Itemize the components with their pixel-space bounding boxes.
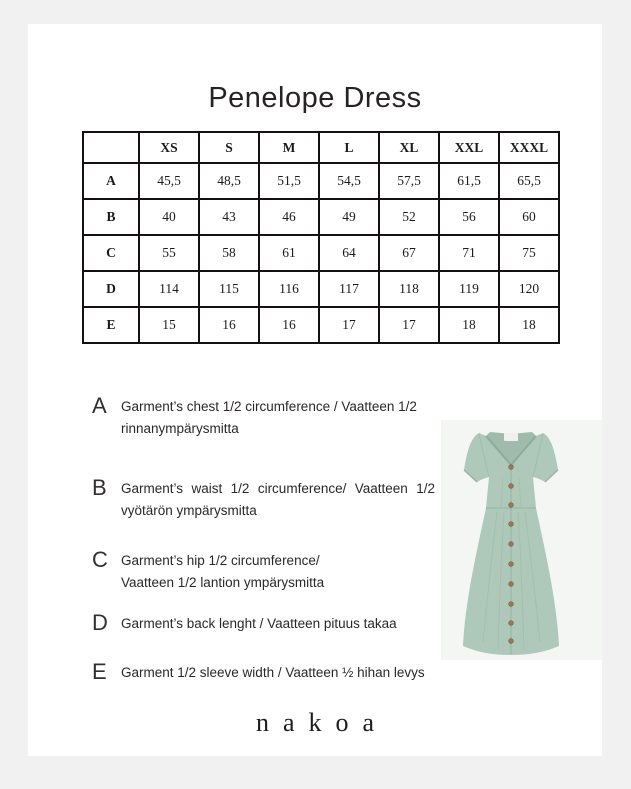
size-value-cell: 119 (439, 271, 499, 307)
description-row-b (92, 477, 435, 521)
size-value-cell: 55 (139, 235, 199, 271)
measurement-text-e (121, 661, 435, 684)
measurement-text-b (121, 477, 435, 521)
size-value-cell: 114 (139, 271, 199, 307)
size-guide-card (28, 24, 602, 756)
measure-label-cell: C (83, 235, 139, 271)
size-value-cell: 118 (379, 271, 439, 307)
size-value-cell: 64 (319, 235, 379, 271)
size-value-cell: 16 (259, 307, 319, 343)
description-line: Garment 1/2 sleeve width / Vaatteen ½ hihan levys (121, 665, 425, 680)
table-corner-cell (83, 132, 139, 163)
dress-photo (441, 420, 602, 660)
size-value-cell: 45,5 (139, 163, 199, 199)
measurement-letter-c: C (92, 547, 108, 572)
description-line: Garment’s chest 1/2 circumference / Vaatteen 1/2 (121, 399, 417, 414)
size-value-cell: 65,5 (499, 163, 559, 199)
size-value-cell: 17 (379, 307, 439, 343)
measure-label-cell: D (83, 271, 139, 307)
dress-illustration (441, 420, 602, 660)
brand-logo: nakoa (255, 708, 389, 737)
size-value-cell: 71 (439, 235, 499, 271)
size-value-cell: 46 (259, 199, 319, 235)
description-row-d (92, 612, 435, 635)
size-value-cell: 57,5 (379, 163, 439, 199)
size-table-header-row (83, 132, 559, 163)
description-line: Garment’s back lenght / Vaatteen pituus takaa (121, 616, 397, 631)
description-line: rinnanympärysmitta (121, 420, 239, 436)
size-value-cell: 48,5 (199, 163, 259, 199)
size-value-cell: 15 (139, 307, 199, 343)
size-value-cell: 115 (199, 271, 259, 307)
size-value-cell: 116 (259, 271, 319, 307)
size-value-cell: 60 (499, 199, 559, 235)
description-row-a (92, 395, 435, 439)
size-header-cell: S (199, 132, 259, 163)
size-value-cell: 75 (499, 235, 559, 271)
size-table-row (83, 235, 559, 271)
size-value-cell: 61 (259, 235, 319, 271)
size-value-cell: 18 (499, 307, 559, 343)
size-value-cell: 16 (199, 307, 259, 343)
size-value-cell: 17 (319, 307, 379, 343)
measurement-text-a (121, 395, 435, 439)
measurement-letter-e: E (92, 659, 107, 684)
size-value-cell: 67 (379, 235, 439, 271)
size-header-cell: XS (139, 132, 199, 163)
measurement-text-c (121, 549, 435, 593)
size-value-cell: 120 (499, 271, 559, 307)
description-row-e (92, 661, 435, 684)
size-table-row (83, 199, 559, 235)
size-table-row (83, 163, 559, 199)
size-value-cell: 117 (319, 271, 379, 307)
size-header-cell: L (319, 132, 379, 163)
size-header-cell: XL (379, 132, 439, 163)
size-value-cell: 43 (199, 199, 259, 235)
size-header-cell: XXL (439, 132, 499, 163)
description-row-c (92, 549, 435, 593)
measure-label-cell: A (83, 163, 139, 199)
neck-label (504, 433, 518, 441)
size-value-cell: 61,5 (439, 163, 499, 199)
description-line: Vaatteen 1/2 lantion ympärysmitta (121, 574, 325, 590)
size-value-cell: 52 (379, 199, 439, 235)
size-value-cell: 56 (439, 199, 499, 235)
description-line: Garment’s waist 1/2 circumference/ Vaatteen 1/2 (121, 481, 435, 496)
page-title: Penelope Dress (208, 82, 422, 114)
measurement-text-d (121, 612, 435, 635)
size-table-row (83, 307, 559, 343)
size-value-cell: 18 (439, 307, 499, 343)
measurement-letter-a: A (92, 393, 107, 418)
size-value-cell: 40 (139, 199, 199, 235)
size-header-cell: XXXL (499, 132, 559, 163)
size-value-cell: 54,5 (319, 163, 379, 199)
description-line: vyötärön ympärysmitta (121, 502, 257, 518)
description-line: Garment’s hip 1/2 circumference/ (121, 553, 320, 568)
size-table-row (83, 271, 559, 307)
size-value-cell: 58 (199, 235, 259, 271)
measure-label-cell: B (83, 199, 139, 235)
measurement-letter-b: B (92, 475, 107, 500)
size-table (82, 131, 560, 344)
size-value-cell: 51,5 (259, 163, 319, 199)
measurement-letter-d: D (92, 610, 108, 635)
size-value-cell: 49 (319, 199, 379, 235)
measure-label-cell: E (83, 307, 139, 343)
size-header-cell: M (259, 132, 319, 163)
